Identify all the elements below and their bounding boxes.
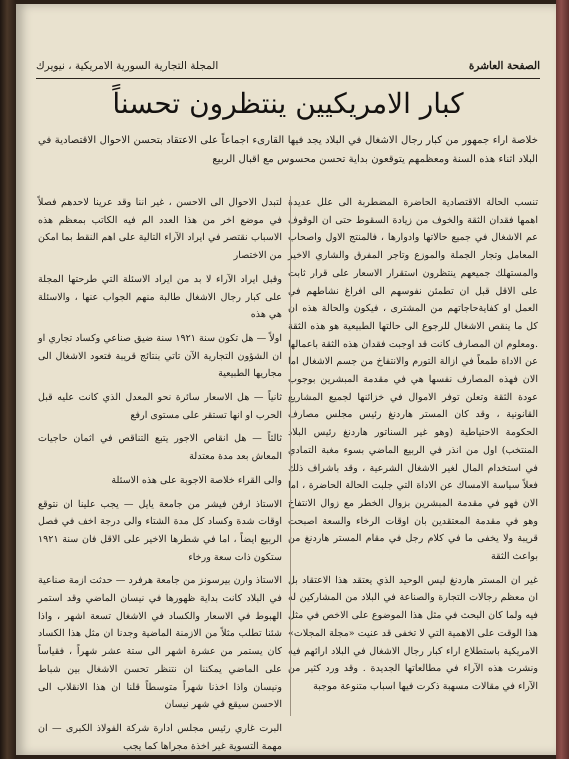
answer-fisher: الاستاذ ارفن فيشر من جامعة يايل — يجب علينا ان نتوقع اوقات شدة وكساد كل مدة الشتاء والى درجة اخف في فصل الربيع ايضاً ، اما في شطرها الاخير على الاقل فان سنة ١٩٢١ ستكون ذات سعة ورخاء <box>38 498 282 563</box>
paragraph: وقبل ايراد الآراء لا بد من ايراد الاسئلة التي طرحتها المجلة على كبار رجال الاشغال طالبة منهم الجواب عنها ، والاسئلة هي هذه <box>38 273 282 321</box>
journal-title: المجلة التجارية السورية الامريكية ، نيويرك <box>36 60 219 72</box>
paragraph: تنسب الحالة الاقتصادية الحاضرة المضطربة الى علل عديدة اهمها فقدان الثقة والخوف من زيادة السقوط حتى ان الوقوف عم الاشغال في جميع حالاتها وادوارها ، فالمنتج الاول واصحاب المعامل وتجار الجملة والموزع وتاجر المفرق والشاري الاخير والمستهلك جميعهم ينتظرون استقرار الاسعار على قرار ثابت على الاقل قبل ان تطمئن نفوسهم الى افراغ نشاطهم في العمل او كفايةحاجاتهم من المشترى ، فيكون والحالة هذه ان كل ما ينقص الاشغال للرجوع الى حالتها الطبيعية هو هذه الثقة .ومعلوم ان المصارف كانت قد اوجبت فقدان هذه الثقة باعمالها عن الاداة طمعاً في ازالة التورم والانتفاخ من جسم الاشغال اما الان فهذه المصارف نفسها هي في مقدمة المبشرين بوجوب عودة الثقة وتعلن توفر الاموال في خزائنها لجميع المشاريع القانونية ، وقد كان المستر هاردنغ رئيس مجلس مصارف الحكومة الاحتياطية (وهو غير السناتور هاردنغ رئيس البلاد المنتخب) اول من انذر في الربيع الماضي بسوء مغبة التمادي في استخدام المال لغير الاشغال الشرعية ، وقد باشراف ذلك فعلاً سياسة الامساك عن الاداة التي جلبت الحالة الحاضرة ، اما الان فهو في مقدمة المبشرين بزوال الخطر مع زوال الانتفاخ وهو في مقدمة المعتقدين بان اوقات الرخاء والسعة اصبحت قريبة ولا يخفى ما في كلام رجل في مقام المستر هاردنغ من بواعث الثقة <box>288 197 538 563</box>
paragraph: لتبدل الاحوال الى الاحسن ، غير اننا وقد عرينا لاحدهم فصلاً في موضع اخر من هذا العدد الم فيه الكاتب بمعظم هذه الاسباب نقتصر في ايراد الآراء التالية على اهم النقط بما امكن من الاختصار <box>38 197 282 262</box>
paragraph: والى القراء خلاصة الاجوبة على هذه الاسئلة <box>111 474 282 486</box>
answer-gary: البرت غاري رئيس مجلس ادارة شركة الفولاذ الكبرى — ان مهمة التسوية غير اخذة مجراها كما يجب <box>38 722 282 752</box>
question-3: ثالثاً — هل انقاص الاجور يتبع التناقص في اثمان حاجيات المعاش بعد مدة معتدلة <box>38 433 282 463</box>
paragraph: غير ان المستر هاردنغ ليس الوحيد الذي يعتقد هذا الاعتقاد بل ان معظم رجالات التجارة والصناعة في البلاد من المشاركين له فيه ولما كان البحث في مثل هذا الموضوع على الاخص في مثل هذا الوقت على الاهمية التي لا تخفى قد عنيت «مجلة المجلات» الامريكية باستطلاع اراء كبار رجال الاشغال في البلاد ارائهم فيه ونشرت هذه الآراء في مطالعاتها الجديدة . وقد ورد كثير من الآراء في مقالات مسهبة ذكرت فيها اسباب متنوعة موجبة <box>288 574 538 692</box>
book-binding-right <box>556 0 569 759</box>
right-column <box>288 194 538 702</box>
book-binding-left <box>0 0 16 759</box>
question-1: اولاً — هل تكون سنة ١٩٢١ سنة ضيق صناعي وكساد تجاري او ان الشؤون التجارية الآن تاتي بنتائج قريبة فتعود الاشغال الى مجاريها الطبيعية <box>38 332 282 380</box>
article-intro: خلاصة اراء جمهور من كبار رجال الاشغال في البلاد يجد فيها القارىء اجماعاً على الاعتقاد بتحسن الاحوال الاقتصادية في البلاد اثناء هذه السنة ومعظمهم يتوقعون بداية تحسن محسوس مع اقبال الربيع <box>38 135 538 165</box>
page-number-label: الصفحة العاشرة <box>468 60 540 72</box>
article-headline: كبار الامريكيين ينتظرون تحسناً <box>112 87 464 120</box>
header-rule <box>36 78 540 79</box>
answer-persons: الاستاذ وارن بيرسونز من جامعة هرفرد — حدثت ازمة صناعية في البلاد كانت بداية ظهورها في نيسان الماضي وقد استمر الهبوط في الاسعار والكساد في الاشغال تسعة اشهر ، واذا شئنا تطلب مثلاً من الازمنة الماضية وجدنا ان مثل هذا الكساد كان يستمر من عشرة اشهر الى ستة عشر شهراً ، فقياساً على الماضي يمكننا ان نتنظر تحسن الاشغال بين شباط ونيسان واذا اخذنا شهراً متوسطاً قلنا ان هذا الانقلاب الى الاحسن سيقع في شهر نيسان <box>38 575 282 711</box>
column-divider <box>290 196 291 716</box>
running-head <box>36 56 540 76</box>
question-2: ثانياً — هل الاسعار سائرة نحو المعدل الذي كانت عليه قبل الحرب او انها تستقر على مستوى ارفع <box>38 392 282 421</box>
magazine-page <box>16 4 556 755</box>
left-column <box>38 194 282 755</box>
